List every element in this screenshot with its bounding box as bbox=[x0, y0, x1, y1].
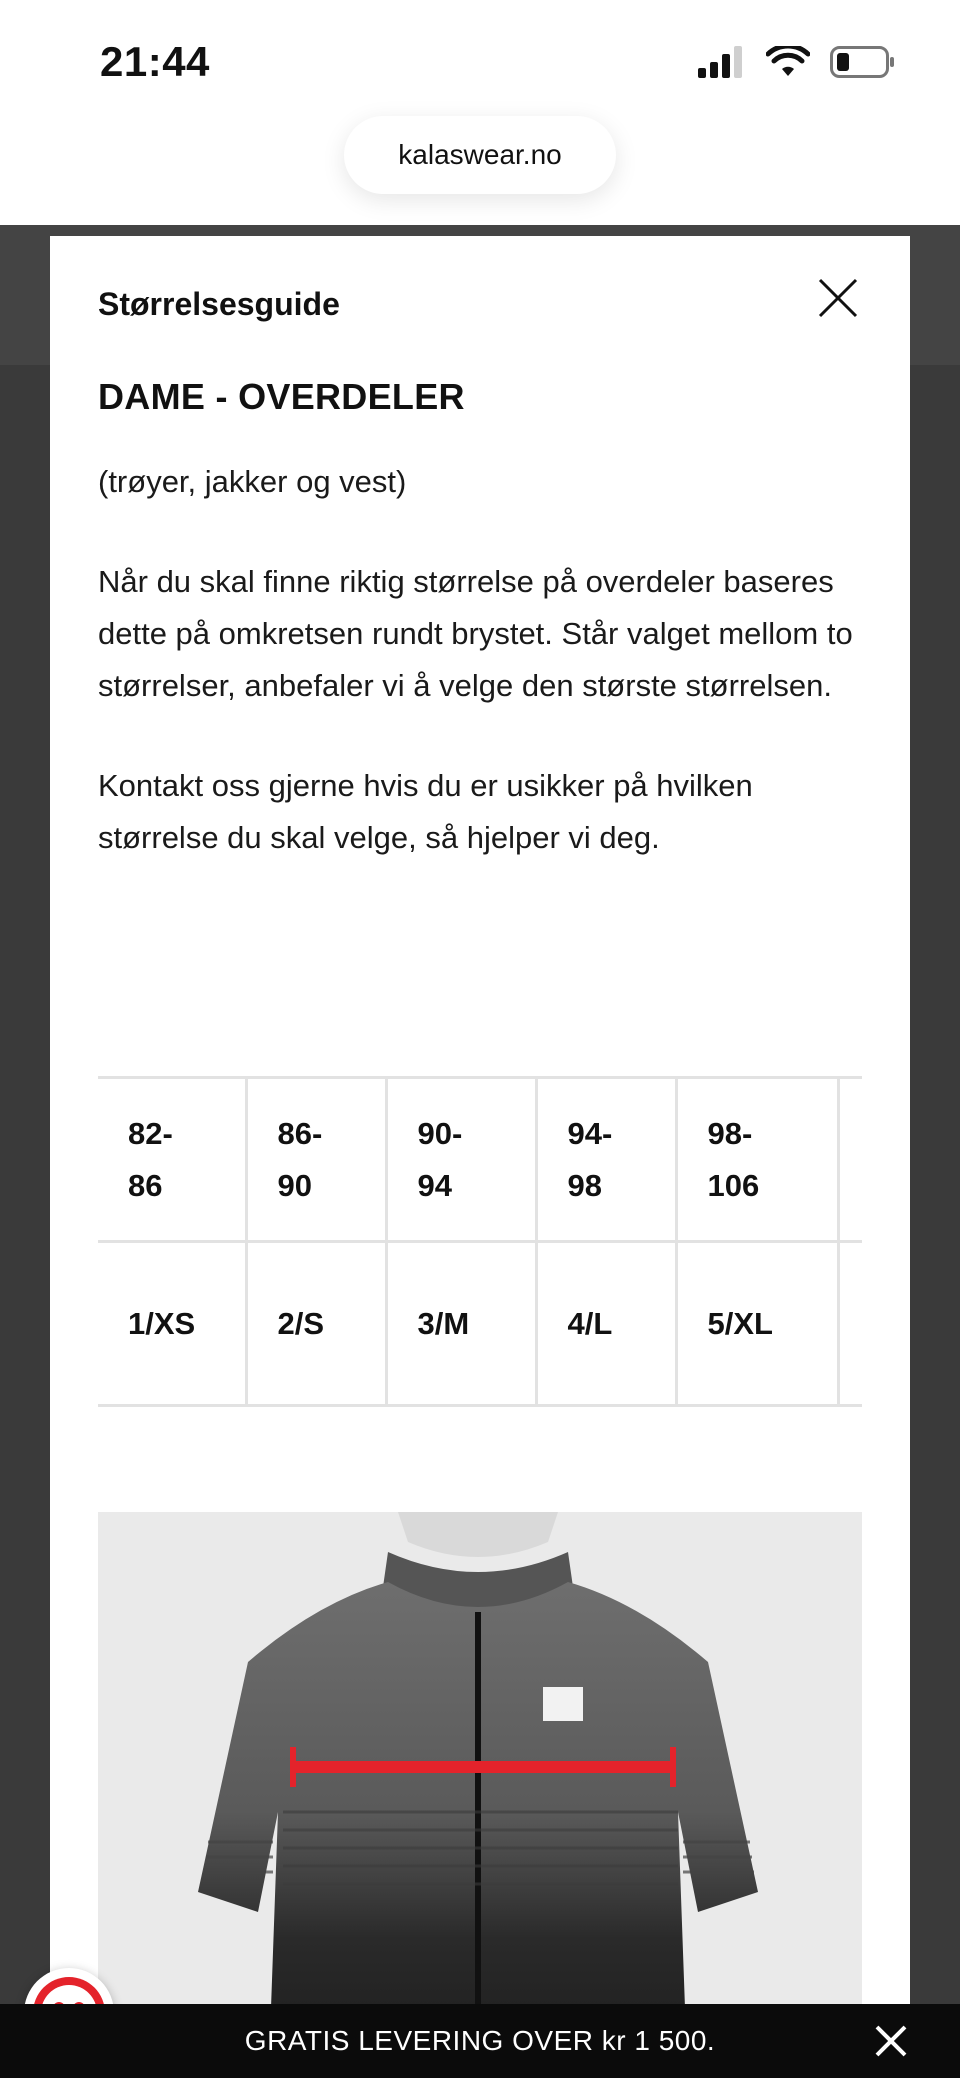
status-icons bbox=[698, 46, 896, 78]
size-table-container[interactable] bbox=[98, 1076, 862, 1407]
table-cell: 3/M bbox=[386, 1242, 536, 1406]
table-cell: 82- 86 bbox=[98, 1078, 246, 1242]
table-cell: 2/S bbox=[246, 1242, 386, 1406]
table-row bbox=[98, 1242, 862, 1406]
jersey-photo bbox=[98, 1512, 862, 2078]
banner-text: GRATIS LEVERING OVER kr 1 500. bbox=[244, 2025, 716, 2056]
wifi-icon bbox=[766, 46, 810, 78]
table-cell: 1/XS bbox=[98, 1242, 246, 1406]
info-paragraph-1: Når du skal finne riktig størrelse på overdeler baseres dette på omkretsen rundt brystet. Står valget mellom to størrelser, anbefaler vi å velge den største størrelsen. bbox=[98, 564, 853, 703]
table-cell bbox=[838, 1078, 862, 1242]
url-text: kalaswear.no bbox=[398, 139, 562, 170]
status-bar bbox=[0, 0, 960, 225]
status-time: 21:44 bbox=[100, 38, 210, 85]
modal-content bbox=[98, 376, 868, 912]
table-row bbox=[98, 1078, 862, 1242]
subtitle-text: (trøyer, jakker og vest) bbox=[98, 464, 407, 499]
table-cell: 94- 98 bbox=[536, 1078, 676, 1242]
table-cell: 4/L bbox=[536, 1242, 676, 1406]
close-icon[interactable] bbox=[816, 276, 860, 320]
table-cell: 5/XL bbox=[676, 1242, 838, 1406]
shipping-banner bbox=[0, 2004, 960, 2078]
table-cell: 86- 90 bbox=[246, 1078, 386, 1242]
modal-title: Størrelsesguide bbox=[98, 286, 340, 322]
size-table bbox=[98, 1076, 862, 1407]
url-bar[interactable] bbox=[344, 116, 616, 194]
signal-icon bbox=[698, 46, 746, 78]
info-paragraph-2: Kontakt oss gjerne hvis du er usikker på hvilken størrelse du skal velge, så hjelper vi deg. bbox=[98, 768, 753, 855]
size-guide-modal bbox=[50, 236, 910, 2078]
table-cell: 90- 94 bbox=[386, 1078, 536, 1242]
close-icon[interactable] bbox=[874, 2024, 908, 2058]
jersey-illustration bbox=[98, 1512, 862, 2078]
section-heading: DAME - OVERDELER bbox=[98, 376, 465, 417]
table-cell bbox=[838, 1242, 862, 1406]
table-cell: 98- 106 bbox=[676, 1078, 838, 1242]
battery-icon bbox=[830, 46, 896, 78]
